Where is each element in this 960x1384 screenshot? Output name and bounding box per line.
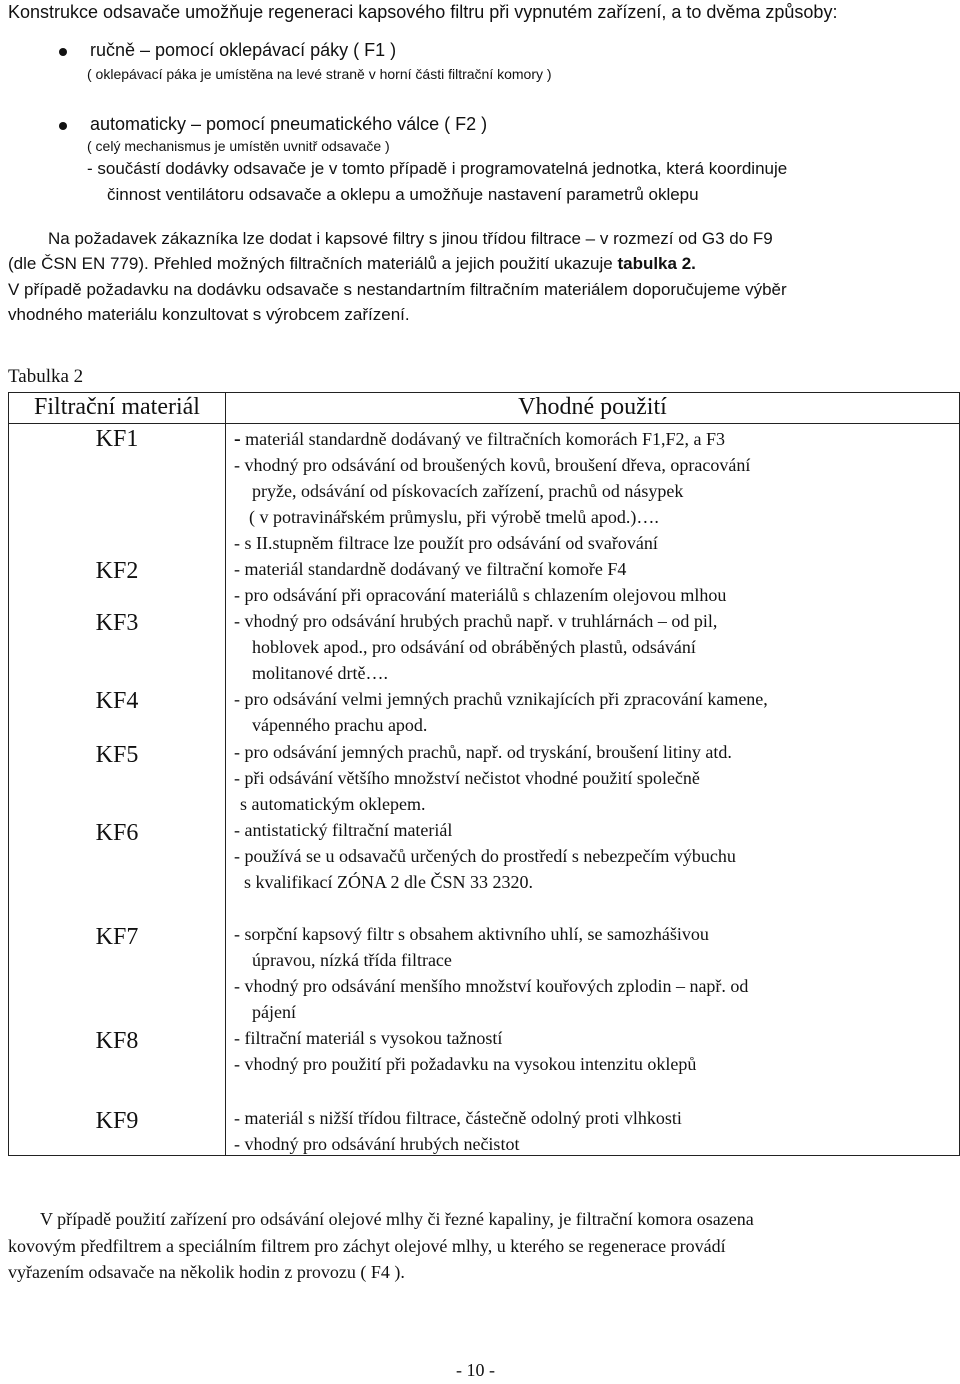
bullet-icon	[59, 122, 67, 130]
bullet-2-description: - součástí dodávky odsavače je v tomto případě i programovatelná jednotka, která koordinuje	[87, 159, 788, 178]
bullet-2-title: automaticky – pomocí pneumatického válce ( F2 )	[90, 114, 488, 134]
usage-line: - vhodný pro použití při požadavku na vysokou intenzitu oklepů	[234, 1054, 697, 1074]
material-code-kf5: KF5	[95, 742, 139, 768]
table-header-row	[9, 393, 960, 424]
material-codes-cell	[9, 424, 226, 1156]
usage-line: - vhodný pro odsávání menšího množství kouřových zplodin – např. od	[234, 976, 749, 996]
usage-line: pryže, odsávání od pískovacích zařízení, prachů od násypek	[252, 481, 684, 501]
usage-line: - vhodný pro odsávání od broušených kovů, broušení dřeva, opracování	[234, 455, 751, 475]
material-code-kf1: KF1	[95, 426, 139, 452]
usage-cell	[226, 424, 960, 1156]
paragraph-filter-options-line-3: V případě požadavku na dodávku odsavače s nestandartním filtračním materiálem doporučujeme výběr	[8, 280, 787, 299]
usage-line-text: materiál standardně dodávaný ve filtračních komorách F1,F2, a F3	[240, 429, 726, 449]
usage-line: vápenného prachu apod.	[252, 715, 428, 735]
material-code-kf9: KF9	[95, 1108, 139, 1134]
table-reference: tabulka 2.	[617, 254, 696, 273]
material-code-kf7: KF7	[95, 924, 139, 950]
usage-line: - materiál standardně dodávaný ve filtračních komorách F1,F2, a F3	[234, 428, 726, 450]
header-cell-usage	[226, 393, 960, 424]
usage-line: - pro odsávání při opracování materiálů s chlazením olejovou mlhou	[234, 585, 727, 605]
usage-line: - vhodný pro odsávání hrubých nečistot	[234, 1134, 520, 1154]
bullet-2-note: ( celý mechanismus je umístěn uvnitř odsavače )	[87, 138, 390, 154]
usage-line: s kvalifikací ZÓNA 2 dle ČSN 33 2320.	[244, 872, 533, 892]
usage-line: hoblovek apod., pro odsávání od obráběných plastů, odsávání	[252, 637, 696, 657]
material-code-kf3: KF3	[95, 610, 139, 636]
usage-line: s automatickým oklepem.	[240, 794, 426, 814]
page-number: - 10 -	[456, 1360, 495, 1380]
bullet-2-description-continued: činnost ventilátoru odsavače a oklepu a umožňuje nastavení parametrů oklepu	[107, 185, 699, 204]
paragraph-filter-options-line-2	[8, 254, 696, 274]
bullet-1-title: ručně – pomocí oklepávací páky ( F1 )	[90, 40, 397, 60]
paragraph-oil-mist-line-1: V případě použití zařízení pro odsávání olejové mlhy či řezné kapaliny, je filtrační komora osazena	[40, 1209, 754, 1229]
material-code-kf8: KF8	[95, 1028, 139, 1054]
usage-line: - materiál standardně dodávaný ve filtrační komoře F4	[234, 559, 627, 579]
table-caption: Tabulka 2	[8, 366, 84, 387]
usage-line: úpravou, nízká třída filtrace	[252, 950, 452, 970]
paragraph-filter-options-line-1: Na požadavek zákazníka lze dodat i kapsové filtry s jinou třídou filtrace – v rozmezí od G3 do F9	[48, 229, 773, 248]
header-material: Filtrační materiál	[34, 394, 200, 420]
paragraph-filter-options-line-4: vhodného materiálu konzultovat s výrobcem zařízení.	[8, 305, 410, 324]
bullet-1-note: ( oklepávací páka je umístěna na levé straně v horní části filtrační komory )	[87, 66, 552, 82]
usage-line: - filtrační materiál s vysokou tažností	[234, 1028, 503, 1048]
table-body-row	[9, 424, 960, 1156]
usage-line: - s II.stupněm filtrace lze použít pro odsávání od svařování	[234, 533, 658, 553]
usage-line: - pro odsávání velmi jemných prachů vznikajících při zpracování kamene,	[234, 689, 768, 709]
intro-text: Konstrukce odsavače umožňuje regeneraci kapsového filtru při vypnutém zařízení, a to dvěma způsoby:	[8, 2, 838, 22]
paragraph-text: (dle ČSN EN 779). Přehled možných filtračních materiálů a jejich použití ukazuje	[8, 254, 618, 273]
header-usage: Vhodné použití	[518, 394, 667, 420]
usage-line: - při odsávání většího množství nečistot vhodné použití společně	[234, 768, 700, 788]
bullet-icon	[59, 48, 67, 56]
usage-line: - antistatický filtrační materiál	[234, 820, 453, 840]
usage-line: - používá se u odsavačů určených do prostředí s nebezpečím výbuchu	[234, 846, 736, 866]
usage-line: - pro odsávání jemných prachů, např. od tryskání, broušení litiny atd.	[234, 742, 732, 762]
filter-material-table	[8, 392, 960, 1156]
usage-line: - materiál s nižší třídou filtrace, částečně odolný proti vlhkosti	[234, 1108, 682, 1128]
paragraph-oil-mist-line-2: kovovým předfiltrem a speciálním filtrem pro záchyt olejové mlhy, u kterého se regenerace provádí	[8, 1236, 726, 1256]
usage-line: - sorpční kapsový filtr s obsahem aktivního uhlí, se samozhášivou	[234, 924, 709, 944]
paragraph-oil-mist-line-3: vyřazením odsavače na několik hodin z provozu ( F4 ).	[8, 1262, 405, 1282]
usage-line: pájení	[252, 1002, 296, 1022]
header-cell-material	[9, 393, 226, 424]
material-code-kf6: KF6	[95, 820, 139, 846]
material-code-kf2: KF2	[95, 558, 139, 584]
usage-line: - vhodný pro odsávání hrubých prachů např. v truhlárnách – od pil,	[234, 611, 718, 631]
usage-line: molitanové drtě….	[252, 663, 388, 683]
usage-line: ( v potravinářském průmyslu, při výrobě tmelů apod.)….	[249, 507, 659, 527]
material-code-kf4: KF4	[95, 688, 139, 714]
